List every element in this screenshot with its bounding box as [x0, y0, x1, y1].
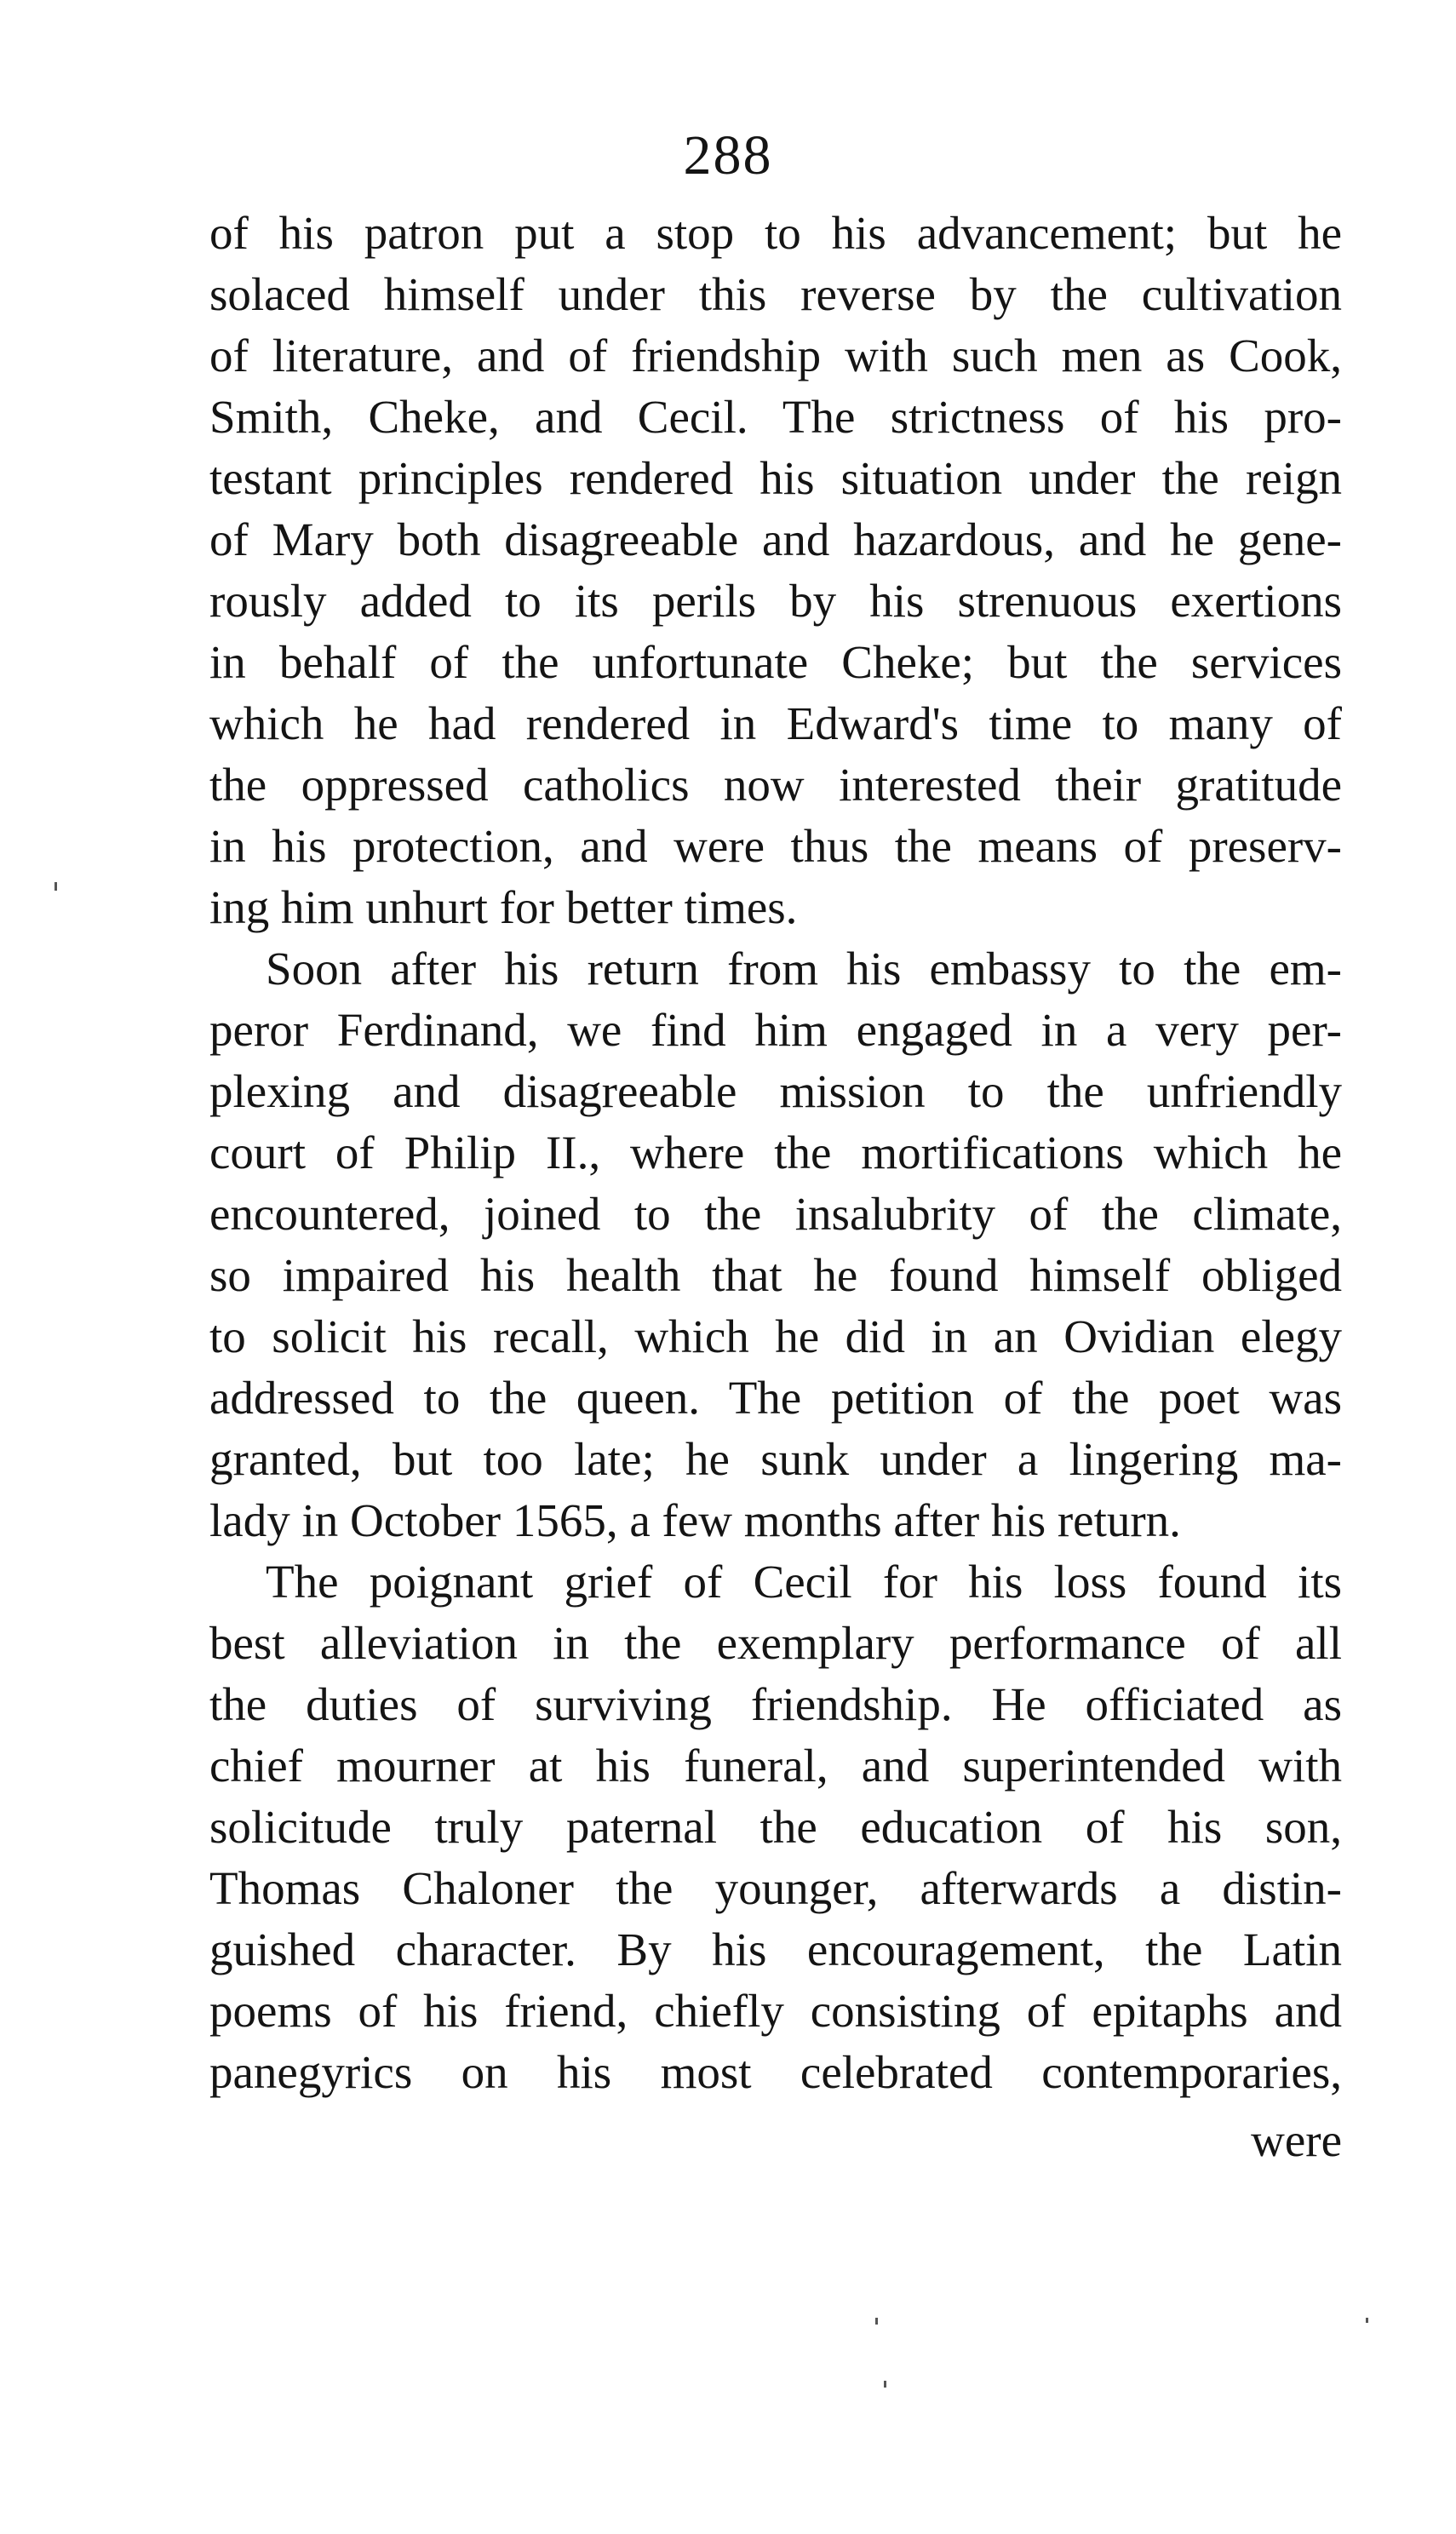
- text-line: Soon after his return from his embassy to the em-: [266, 943, 1342, 995]
- text-line: granted, but too late; he sunk under a lingering ma-: [209, 1433, 1342, 1485]
- text-line: which he had rendered in Edward's time to many of: [209, 697, 1342, 749]
- text-line: to solicit his recall, which he did in an Ovidian elegy: [209, 1310, 1342, 1362]
- catchword: were: [1251, 2114, 1342, 2166]
- text-line: of his patron put a stop to his advancement; but he: [209, 207, 1342, 259]
- text-line: in behalf of the unfortunate Cheke; but the services: [209, 636, 1342, 688]
- text-line: chief mourner at his funeral, and superintended with: [209, 1740, 1342, 1792]
- text-line: solaced himself under this reverse by the cultivation: [209, 268, 1342, 320]
- text-line: guished character. By his encouragement, the Latin: [209, 1923, 1342, 1975]
- text-line: plexing and disagreeable mission to the unfriendly: [209, 1065, 1342, 1117]
- text-line: the oppressed catholics now interested their gratitude: [209, 759, 1342, 811]
- margin-speck: [875, 2318, 878, 2325]
- text-line: poems of his friend, chiefly consisting of epitaphs and: [209, 1985, 1342, 2037]
- text-line: encountered, joined to the insalubrity of the climate,: [209, 1188, 1342, 1240]
- text-line: ing him unhurt for better times.: [209, 881, 798, 933]
- text-line: court of Philip II., where the mortifications which he: [209, 1127, 1342, 1178]
- text-line: rously added to its perils by his strenuous exertions: [209, 575, 1342, 627]
- text-line: of Mary both disagreeable and hazardous, and he gene-: [209, 513, 1342, 565]
- text-line: Thomas Chaloner the younger, afterwards a distin-: [209, 1862, 1342, 1914]
- text-block: [209, 203, 1342, 2103]
- text-line: The poignant grief of Cecil for his loss found its: [266, 1556, 1342, 1608]
- text-line: lady in October 1565, a few months after his return.: [209, 1494, 1181, 1546]
- text-line: solicitude truly paternal the education of his son,: [209, 1801, 1342, 1853]
- text-line: Smith, Cheke, and Cecil. The strictness of his pro-: [209, 391, 1342, 443]
- text-line: peror Ferdinand, we find him engaged in a very per-: [209, 1004, 1342, 1056]
- margin-speck: [884, 2381, 886, 2388]
- text-line: the duties of surviving friendship. He officiated as: [209, 1678, 1342, 1730]
- text-line: addressed to the queen. The petition of the poet was: [209, 1372, 1342, 1424]
- margin-speck: [1366, 2318, 1368, 2323]
- margin-speck: [54, 882, 57, 891]
- text-line: so impaired his health that he found himself obliged: [209, 1249, 1342, 1301]
- text-line: in his protection, and were thus the means of preserv-: [209, 820, 1342, 872]
- text-line: testant principles rendered his situation under the reign: [209, 452, 1342, 504]
- page-number: 288: [683, 124, 773, 186]
- text-line: of literature, and of friendship with such men as Cook,: [209, 330, 1342, 381]
- text-line: best alleviation in the exemplary performance of all: [209, 1617, 1342, 1669]
- text-line: panegyrics on his most celebrated contemporaries,: [209, 2046, 1342, 2098]
